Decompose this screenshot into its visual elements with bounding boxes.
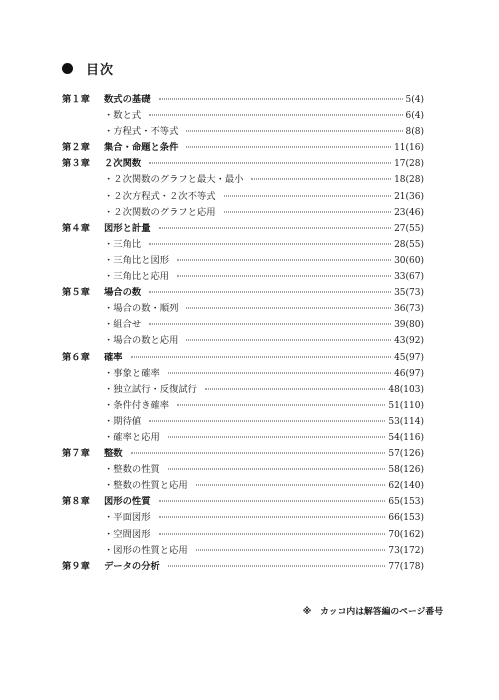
page-number: 5(4) <box>405 95 424 105</box>
page-number: 27(55) <box>394 223 424 234</box>
page-number: 39(80) <box>394 320 424 331</box>
section-title: ・空間図形 <box>104 528 151 540</box>
dot-leader <box>149 324 391 325</box>
page-number: 18(28) <box>394 175 424 186</box>
page-number: 30(60) <box>394 255 424 266</box>
dot-leader <box>186 340 391 341</box>
toc-chapter-row <box>62 446 424 462</box>
chapter-number: 第２章 <box>62 142 90 154</box>
page-number: 23(46) <box>394 207 424 218</box>
dot-leader <box>159 227 392 228</box>
dot-leader <box>149 243 391 244</box>
toc-chapter-row <box>62 350 424 366</box>
page-number: 53(114) <box>388 416 424 427</box>
toc-section-row <box>62 366 424 382</box>
chapter-number: 第８章 <box>62 496 90 508</box>
dot-leader <box>168 565 386 566</box>
page-number: 58(126) <box>388 465 424 476</box>
chapter-title: 整数 <box>104 448 123 460</box>
dot-leader <box>149 115 402 116</box>
chapter-number: 第３章 <box>62 158 90 170</box>
section-title: ・２次関数のグラフと応用 <box>104 206 216 218</box>
section-title: ・組合せ <box>104 319 142 331</box>
section-title: ・方程式・不等式 <box>104 126 179 138</box>
toc-section-row <box>62 462 424 478</box>
chapter-title: 集合・命題と条件 <box>104 142 179 154</box>
toc-section-row <box>62 543 424 559</box>
dot-leader <box>224 195 391 196</box>
chapter-number: 第７章 <box>62 448 90 460</box>
chapter-title: 数式の基礎 <box>104 94 151 105</box>
dot-leader <box>177 404 385 405</box>
toc-section-row <box>62 124 424 140</box>
page-number: 46(97) <box>394 368 424 379</box>
section-title: ・場合の数・順列 <box>104 303 179 315</box>
section-title: ・図形の性質と応用 <box>104 544 188 556</box>
dot-leader <box>177 259 391 260</box>
page-number: 54(116) <box>388 432 424 443</box>
toc-chapter-row <box>62 494 424 510</box>
dot-leader <box>168 469 386 470</box>
section-title: ・三角比 <box>104 238 142 250</box>
toc-chapter-row <box>62 140 424 156</box>
dot-leader <box>159 99 403 100</box>
chapter-number: 第５章 <box>62 287 90 299</box>
dot-leader <box>159 501 386 502</box>
dot-leader <box>186 147 391 148</box>
section-title: ・２次方程式・２次不等式 <box>104 190 216 202</box>
section-title: ・条件付き確率 <box>104 399 170 411</box>
dot-leader <box>149 420 385 421</box>
section-title: ・数と式 <box>104 110 142 122</box>
toc-chapter-row <box>62 559 424 575</box>
toc-section-row <box>62 527 424 543</box>
chapter-number: 第６章 <box>62 351 90 363</box>
section-title: ・平面図形 <box>104 512 151 524</box>
dot-leader <box>168 436 386 437</box>
dot-leader <box>224 211 391 212</box>
toc-section-row <box>62 510 424 526</box>
section-title: ・事象と確率 <box>104 367 160 379</box>
toc-section-row <box>62 172 424 188</box>
section-title: ・確率と応用 <box>104 431 160 443</box>
toc-section-row <box>62 414 424 430</box>
chapter-title: ２次関数 <box>104 158 142 170</box>
page-number: 36(73) <box>394 304 424 315</box>
chapter-number: 第１章 <box>62 94 90 105</box>
section-title: ・整数の性質と応用 <box>104 480 188 492</box>
dot-leader <box>186 131 402 132</box>
page-number: 8(8) <box>405 127 424 138</box>
toc-section-row <box>62 317 424 333</box>
page-number: 45(97) <box>394 352 424 363</box>
toc-section-row <box>62 189 424 205</box>
page-number: 51(110) <box>388 400 424 411</box>
page-number: 6(4) <box>405 111 424 122</box>
dot-leader <box>196 485 386 486</box>
chapter-title: データの分析 <box>104 560 160 572</box>
page-number: 43(92) <box>394 336 424 347</box>
section-title: ・整数の性質 <box>104 464 160 476</box>
toc-section-row <box>62 269 424 285</box>
page-number: 73(172) <box>388 545 424 556</box>
section-title: ・独立試行・反復試行 <box>104 383 197 395</box>
page-number: 57(126) <box>388 449 424 460</box>
page-number: 21(36) <box>394 191 424 202</box>
chapter-title: 図形の性質 <box>104 496 151 508</box>
page-number: 28(55) <box>394 239 424 250</box>
dot-leader <box>168 372 391 373</box>
toc-section-row <box>62 478 424 494</box>
section-title: ・三角比と図形 <box>104 254 170 266</box>
page-number: 66(153) <box>388 513 424 524</box>
chapter-title: 図形と計量 <box>104 222 151 234</box>
dot-leader <box>205 388 385 389</box>
page-number: 17(28) <box>394 159 424 170</box>
toc-chapter-row <box>62 92 424 108</box>
page-title: 目次 <box>86 62 115 78</box>
page-number: 62(140) <box>388 481 424 492</box>
dot-leader <box>196 549 386 550</box>
toc-section-row <box>62 382 424 398</box>
toc-chapter-row <box>62 221 424 237</box>
section-title: ・場合の数と応用 <box>104 335 179 347</box>
dot-leader <box>149 292 391 293</box>
toc-section-row <box>62 253 424 269</box>
section-title: ・２次関数のグラフと最大・最小 <box>104 174 244 186</box>
dot-leader <box>131 453 386 454</box>
toc-section-row <box>62 108 424 124</box>
toc-chapter-row <box>62 285 424 301</box>
page-number: 33(67) <box>394 272 424 283</box>
toc-section-row <box>62 301 424 317</box>
table-of-contents <box>62 92 424 575</box>
chapter-title: 場合の数 <box>104 287 142 299</box>
page-number: 48(103) <box>388 384 424 395</box>
toc-section-row <box>62 333 424 349</box>
dot-leader <box>131 356 391 357</box>
toc-heading <box>62 58 114 78</box>
chapter-title: 確率 <box>104 351 123 363</box>
footnote: ※ カッコ内は解答編のページ番号 <box>302 607 443 617</box>
page-number: 65(153) <box>388 497 424 508</box>
dot-leader <box>177 276 391 277</box>
page-number: 11(16) <box>394 143 424 154</box>
page-number: 70(162) <box>388 529 424 540</box>
dot-leader <box>159 533 386 534</box>
chapter-number: 第４章 <box>62 222 90 234</box>
dot-leader <box>186 308 391 309</box>
section-title: ・三角比と応用 <box>104 271 170 283</box>
toc-section-row <box>62 430 424 446</box>
page-number: 77(178) <box>388 561 424 572</box>
toc-chapter-row <box>62 156 424 172</box>
chapter-number: 第９章 <box>62 560 90 572</box>
section-title: ・期待値 <box>104 415 142 427</box>
toc-section-row <box>62 237 424 253</box>
toc-section-row <box>62 205 424 221</box>
dot-leader <box>159 517 386 518</box>
page-number: 35(73) <box>394 288 424 299</box>
dot-leader <box>149 163 391 164</box>
bullet-icon <box>62 63 73 74</box>
toc-section-row <box>62 398 424 414</box>
dot-leader <box>251 179 391 180</box>
